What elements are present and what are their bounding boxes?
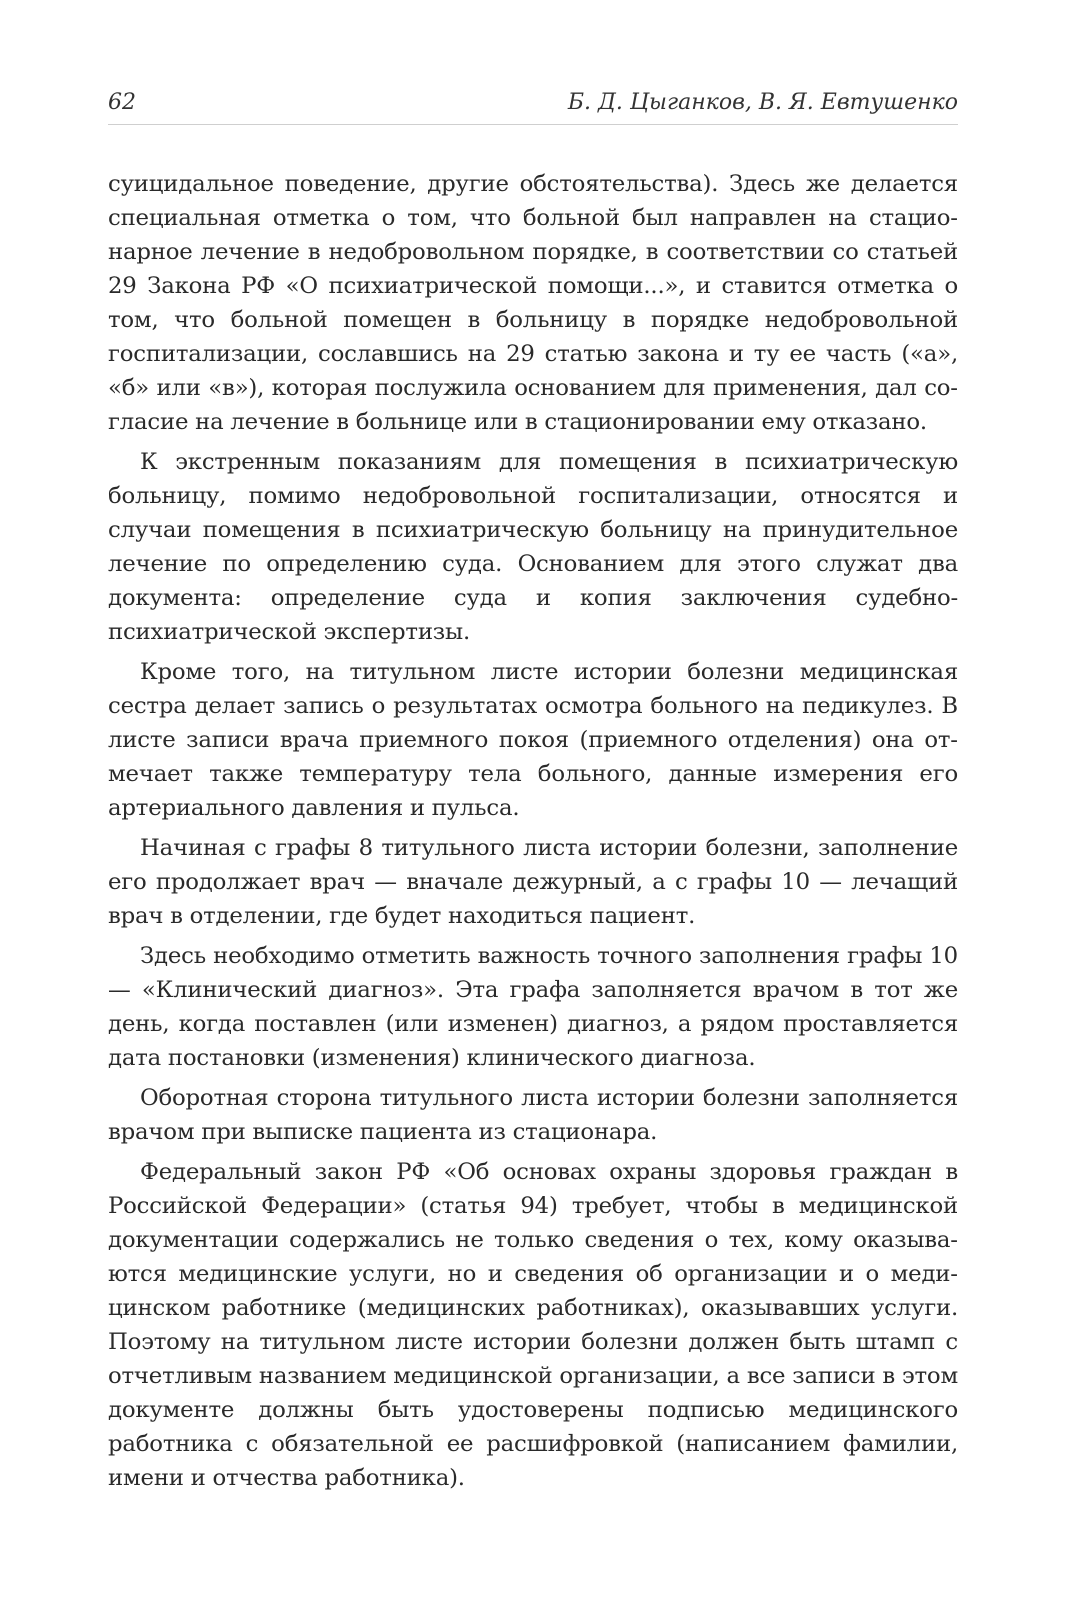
paragraph-emergency-indications: К экстренным показаниям для помещения в психиатрическую больницу, помимо недобровольной госпитализации, относятся и случаи помещения в психиатрическую больницу на принудительное лечение по определению суда. Основанием для этого служат два документа: определение суда и копия заключения судебно-психиатрической экспертизы. xyxy=(108,449,958,645)
paragraph-federal-law: Федеральный закон РФ «Об основах охраны здоровья граждан в Российской Федерации» (статья 94) требует, чтобы в медицинской документации содержались не только сведения о тех, кому оказываются медицинские услуги, но и сведения об организации и о медицинском работнике (медицинских работниках), оказывавших услуги. Поэтому на титульном листе истории болезни должен быть штамп с отчетливым названием медицинской организации, а все записи в этом документе должны быть удостоверены подписью медицинского работника с обязательной ее расшифровкой (написанием фамилии, имени и отчества работника). xyxy=(108,1159,958,1491)
paragraph-doctor-filling: Начиная с графы 8 титульного листа истории болезни, заполнение его продолжает врач — вначале дежурный, а с графы 10 — лечащий врач в отделении, где будет находиться пациент. xyxy=(108,835,958,929)
paragraph-nurse-record: Кроме того, на титульном листе истории болезни медицинская сестра делает запись о результатах осмотра больного на педикулез. В листе записи врача приемного покоя (приемного отделения) она отмечает также температуру тела больного, данные измерения его артериального давления и пульса. xyxy=(108,659,958,821)
paragraph-continuation: суицидальное поведение, другие обстоятельства). Здесь же делается специальная отметка о том, что больной был направлен на стационарное лечение в недобровольном порядке, в соответствии со статьей 29 Закона РФ «О психиатрической помощи...», и ставится отметка о том, что больной помещен в больницу в порядке недобровольной госпитализации, сославшись на 29 статью закона и ту ее часть («а», «б» или «в»), которая послужила основанием для применения, дал согласие на лечение в больнице или в стационировании ему отказано. xyxy=(108,171,958,435)
running-head xyxy=(108,84,958,125)
page-number: 62 xyxy=(108,90,136,115)
paragraph-clinical-diagnosis: Здесь необходимо отметить важность точного заполнения графы 10 — «Клинический диагноз». Эта графа заполняется врачом в тот же день, когда поставлен (или изменен) диагноз, а рядом проставляется дата постановки (изменения) клинического диагноза. xyxy=(108,943,958,1071)
body-text xyxy=(108,167,958,1495)
book-page xyxy=(108,0,958,1600)
paragraph-reverse-side: Оборотная сторона титульного листа истории болезни заполняется врачом при выписке пациента из стационара. xyxy=(108,1085,958,1145)
book-authors: Б. Д. Цыганков, В. Я. Евтушенко xyxy=(567,90,958,115)
